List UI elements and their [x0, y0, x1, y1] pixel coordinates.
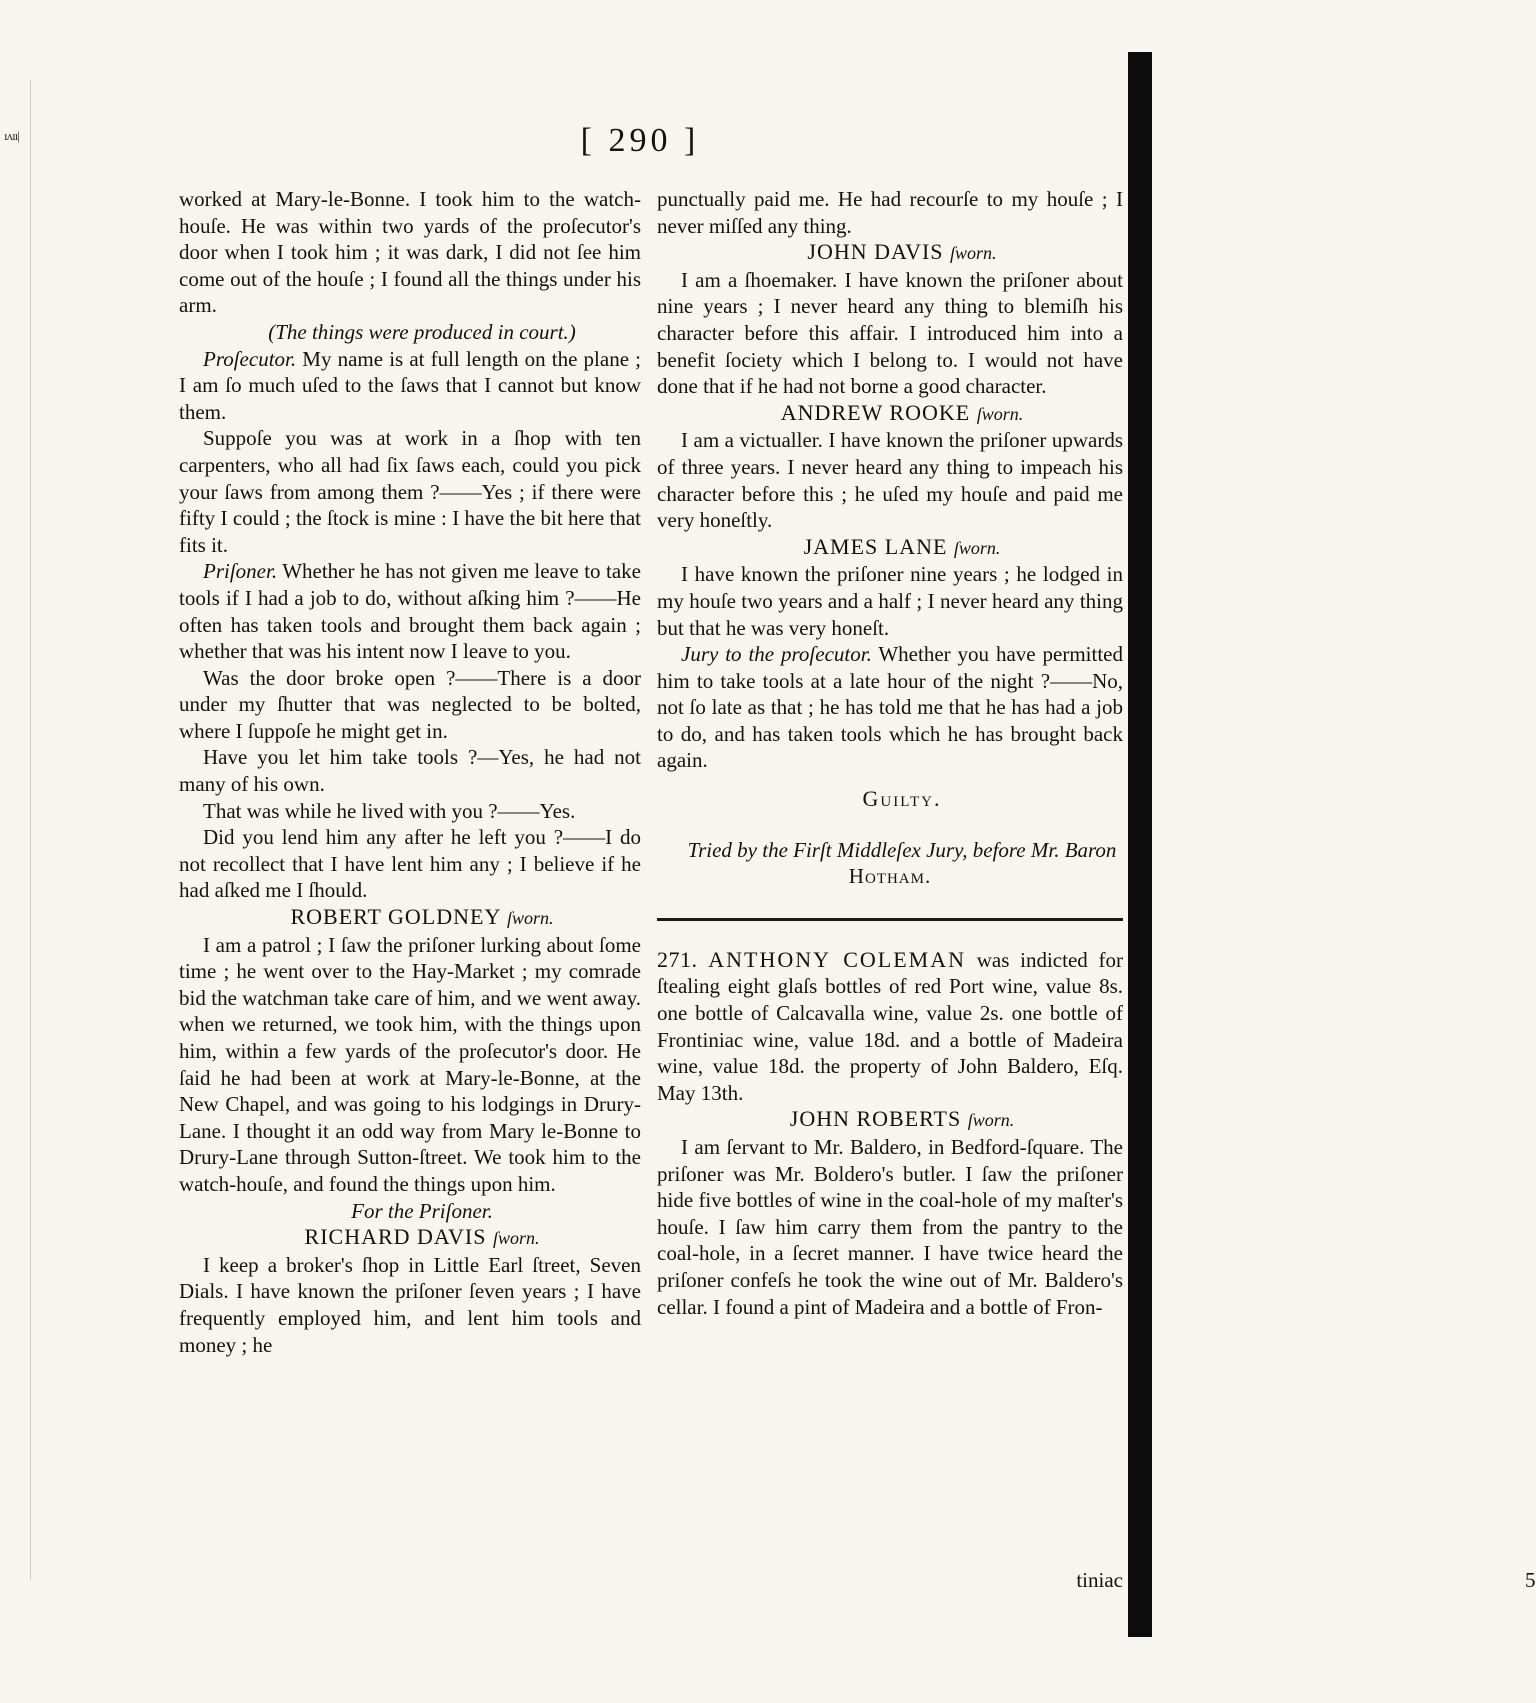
sworn-label: ſworn. — [976, 403, 1024, 424]
witness-name: ANDREW ROOKE — [780, 399, 971, 425]
paragraph: Suppoſe you was at work in a ſhop with ten carpenters, who all had ſix ſaws each, could you pick your ſaws from among them ?——Yes ; if there were fifty I could ; the ſtock is mine : I have the bit here that fits it. — [179, 426, 641, 557]
right-column-testimony — [657, 186, 1123, 774]
paragraph: I have known the priſoner nine years ; he lodged in my houſe two years and a half ; I never heard any thing but that he was very honeſt. — [657, 562, 1123, 640]
witness-name: JAMES LANE — [803, 533, 948, 559]
case-name: ANTHONY COLEMAN — [708, 946, 966, 972]
paragraph: Have you let him take tools ?—Yes, he had not many of his own. — [179, 745, 641, 797]
witness-heading — [657, 1106, 1123, 1134]
verdict: Guilty. — [862, 786, 942, 812]
paragraph: worked at Mary-le-Bonne. I took him to the watch-houſe. He was within two yards of the proſecutor's door when I took him ; it was dark, I did not ſee him come out of the houſe ; I found all the things under his arm. — [179, 187, 641, 318]
edge-marks: ıʌıı| — [4, 128, 19, 143]
paragraph: I am a ſhoemaker. I have known the priſoner about nine years ; I never heard any thing to blemiſh his character before this affair. I introduced him into a benefit ſociety which I belong to. I would not have done that if he had not borne a good character. — [657, 267, 1123, 399]
witness-heading — [179, 904, 641, 932]
case-text: was indicted for ſtealing eight glaſs bottles of red Port wine, value 8s. one bottle of Calcavalla wine, value 2s. one bottle of Frontiniac wine, value 18d. and a bottle of Madeira wine, value 18d. the property of John Baldero, Eſq. May 13th. — [657, 947, 1123, 1105]
left-column — [179, 186, 641, 1358]
witness-name: JOHN ROBERTS — [789, 1106, 962, 1132]
scan-edge-bar — [1128, 52, 1152, 1637]
signature-mark: 5 — [1525, 1568, 1536, 1592]
speaker-label: Priſoner. — [203, 559, 278, 584]
judge-name: Hotham. — [848, 864, 932, 889]
paragraph: I am ſervant to Mr. Baldero, in Bedford-ſquare. The priſoner was Mr. Boldero's butler. I ſaw the priſoner hide five bottles of wine in the coal-hole of my maſter's houſe. I ſaw him carry them from the pantry to the coal-hole, in a ſecret manner. I have twice heard the priſoner confeſs he took the wine out of Mr. Baldero's cellar. I found a pint of Madeira and a bottle of Fron- — [657, 1135, 1123, 1319]
speaker-paragraph — [179, 346, 641, 426]
binding-shadow — [30, 80, 31, 1580]
speaker-text: Whether you have permitted him to take tools at a late hour of the night ?——No, not ſo late as that ; he has told me that he has had a job to do, and has taken tools which he has brought back again. — [657, 642, 1123, 773]
stage-direction: (The things were produced in court.) — [268, 319, 576, 344]
tried-text: Tried by the Firſt Middleſex Jury, before Mr. Baron — [687, 837, 1117, 862]
paragraph: Did you lend him any after he left you ?——I do not recollect that I have lent him any ; I believe if he had aſked me I ſhould. — [179, 825, 641, 903]
witness-heading — [657, 534, 1123, 562]
witness-name: RICHARD DAVIS — [304, 1224, 487, 1250]
witness-heading — [657, 239, 1123, 267]
stage-direction: For the Priſoner. — [351, 1198, 493, 1223]
catchword: tiniac — [1076, 1568, 1123, 1592]
speaker-label: Proſecutor. — [203, 346, 297, 371]
right-column — [657, 186, 1123, 1320]
paragraph: That was while he lived with you ?——Yes. — [203, 798, 576, 823]
witness-name: ROBERT GOLDNEY — [290, 904, 501, 930]
section-rule — [657, 918, 1123, 921]
paragraph: punctually paid me. He had recourſe to my houſe ; I never miſſed any thing. — [657, 187, 1123, 238]
sworn-label: ſworn. — [507, 908, 554, 929]
case-paragraph — [657, 947, 1123, 1107]
speaker-text: Whether he has not given me leave to take tools if I had a job to do, without aſking him ?——He often has taken tools and brought them back again ; whether that was his intent now I leave to you. — [179, 559, 641, 664]
witness-heading — [179, 1224, 641, 1252]
speaker-paragraph — [657, 641, 1123, 774]
page-number: [ 290 ] — [580, 122, 700, 159]
sworn-label: ſworn. — [953, 537, 1001, 558]
paragraph: I am a victualler. I have known the priſoner upwards of three years. I never heard any thing to impeach his character before this ; he uſed my houſe and paid me very honeſtly. — [657, 428, 1123, 533]
case-number: 271. — [657, 946, 698, 972]
paragraph: Was the door broke open ?——There is a door under my ſhutter that was neglected to be bolted, where I ſuppoſe he might get in. — [179, 665, 641, 743]
sworn-label: ſworn. — [967, 1110, 1015, 1131]
paragraph: I keep a broker's ſhop in Little Earl ſtreet, Seven Dials. I have known the priſoner ſeven years ; I have frequently employed him, and lent him tools and money ; he — [179, 1252, 641, 1357]
speaker-paragraph — [179, 558, 641, 664]
sworn-label: ſworn. — [950, 243, 997, 264]
right-column-testimony-continued — [657, 1106, 1123, 1320]
speaker-text: My name is at full length on the plane ; I am ſo much uſed to the ſaws that I cannot but know them. — [179, 346, 641, 424]
paragraph: I am a patrol ; I ſaw the priſoner lurking about ſome time ; he went over to the Hay-Market ; my comrade bid the watchman take care of him, and we went away. when we returned, we took him, with the things upon him, within a few yards of the proſecutor's door. He ſaid he had been at work at Mary-le-Bonne, at the New Chapel, and was going to his lodgings in Drury-Lane. I thought it an odd way from Mary le-Bonne to Drury-Lane through Sutton-ſtreet. We took him to the watch-houſe, and found the things upon him. — [179, 932, 641, 1196]
sworn-label: ſworn. — [492, 1228, 540, 1249]
speaker-label: Jury to the proſecutor. — [681, 642, 872, 667]
witness-name: JOHN DAVIS — [807, 239, 944, 265]
witness-heading — [657, 400, 1123, 428]
tried-by-line — [657, 837, 1123, 890]
